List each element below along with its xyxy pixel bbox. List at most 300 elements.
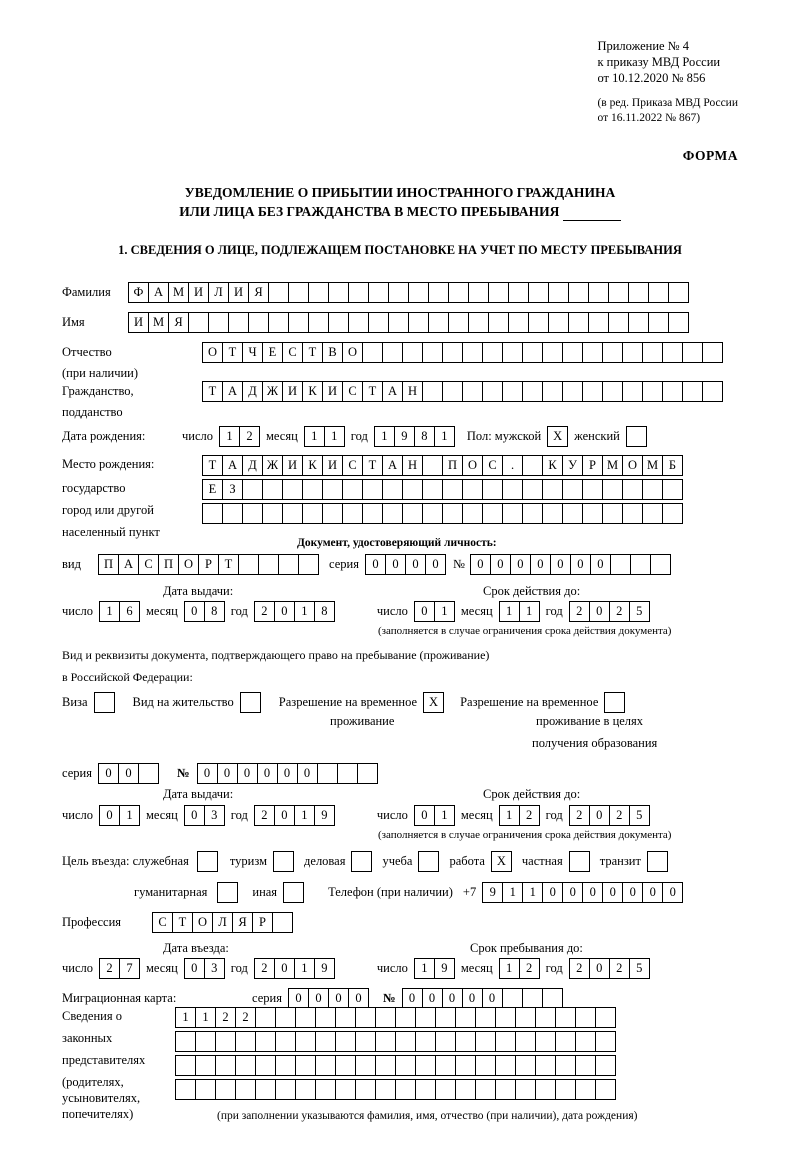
cell[interactable] xyxy=(415,1055,436,1076)
cell[interactable]: 0 xyxy=(237,763,258,784)
cell[interactable]: 0 xyxy=(414,601,435,622)
cell[interactable] xyxy=(595,1079,616,1100)
purpose-business-checkbox[interactable] xyxy=(351,851,372,872)
cell[interactable]: Т xyxy=(202,381,223,402)
cell[interactable]: Н xyxy=(402,381,423,402)
purpose-work-checkbox[interactable]: X xyxy=(491,851,512,872)
sex-female-checkbox[interactable] xyxy=(626,426,647,447)
stay-number-input[interactable] xyxy=(197,763,378,784)
cell[interactable] xyxy=(508,282,529,303)
residence-checkbox[interactable] xyxy=(240,692,261,713)
cell[interactable] xyxy=(602,503,623,524)
cell[interactable] xyxy=(435,1031,456,1052)
stay-issue-month-input[interactable] xyxy=(184,805,225,826)
cell[interactable]: 1 xyxy=(294,601,315,622)
cell[interactable]: 7 xyxy=(119,958,140,979)
cell[interactable] xyxy=(462,381,483,402)
doc-issue-day-input[interactable] xyxy=(99,601,140,622)
cell[interactable] xyxy=(422,381,443,402)
cell[interactable] xyxy=(582,503,603,524)
cell[interactable]: 1 xyxy=(294,805,315,826)
stay-valid-day-input[interactable] xyxy=(414,805,455,826)
profession-input[interactable] xyxy=(152,912,293,933)
cell[interactable] xyxy=(382,479,403,500)
doc-valid-year-input[interactable] xyxy=(569,601,650,622)
cell[interactable]: Е xyxy=(262,342,283,363)
cell[interactable] xyxy=(455,1055,476,1076)
cell[interactable] xyxy=(355,1079,376,1100)
cell[interactable]: 0 xyxy=(402,988,423,1009)
cell[interactable] xyxy=(322,479,343,500)
cell[interactable] xyxy=(515,1031,536,1052)
cell[interactable]: Я xyxy=(248,282,269,303)
cell[interactable]: 0 xyxy=(582,882,603,903)
cell[interactable] xyxy=(315,1007,336,1028)
cell[interactable] xyxy=(335,1031,356,1052)
cell[interactable] xyxy=(388,312,409,333)
cell[interactable]: 0 xyxy=(570,554,591,575)
legal-rep-line-1[interactable] xyxy=(175,1007,616,1028)
cell[interactable] xyxy=(215,1055,236,1076)
cell[interactable]: 0 xyxy=(328,988,349,1009)
cell[interactable] xyxy=(508,312,529,333)
cell[interactable] xyxy=(502,503,523,524)
cell[interactable] xyxy=(522,455,543,476)
cell[interactable] xyxy=(542,381,563,402)
cell[interactable] xyxy=(602,342,623,363)
purpose-transit-checkbox[interactable] xyxy=(647,851,668,872)
cell[interactable] xyxy=(662,381,683,402)
cell[interactable]: Р xyxy=(252,912,273,933)
cell[interactable]: 1 xyxy=(434,601,455,622)
cell[interactable]: М xyxy=(168,282,189,303)
cell[interactable] xyxy=(562,503,583,524)
cell[interactable] xyxy=(235,1055,256,1076)
cell[interactable]: П xyxy=(442,455,463,476)
cell[interactable]: Ч xyxy=(242,342,263,363)
cell[interactable] xyxy=(562,342,583,363)
cell[interactable] xyxy=(415,1079,436,1100)
cell[interactable]: 8 xyxy=(314,601,335,622)
cell[interactable] xyxy=(268,282,289,303)
cell[interactable] xyxy=(482,479,503,500)
cell[interactable] xyxy=(375,1055,396,1076)
cell[interactable]: Д xyxy=(242,455,263,476)
cell[interactable] xyxy=(322,503,343,524)
cell[interactable] xyxy=(302,503,323,524)
cell[interactable]: 0 xyxy=(470,554,491,575)
cell[interactable]: 0 xyxy=(414,805,435,826)
cell[interactable]: Я xyxy=(168,312,189,333)
cell[interactable]: 2 xyxy=(254,958,275,979)
cell[interactable] xyxy=(515,1007,536,1028)
cell[interactable] xyxy=(235,1079,256,1100)
cell[interactable] xyxy=(355,1031,376,1052)
cell[interactable] xyxy=(262,479,283,500)
stay-end-month-input[interactable] xyxy=(499,958,540,979)
cell[interactable] xyxy=(515,1055,536,1076)
cell[interactable]: 0 xyxy=(510,554,531,575)
cell[interactable] xyxy=(408,312,429,333)
cell[interactable]: 0 xyxy=(550,554,571,575)
cell[interactable]: Т xyxy=(218,554,239,575)
cell[interactable] xyxy=(238,554,259,575)
cell[interactable]: 0 xyxy=(562,882,583,903)
cell[interactable] xyxy=(368,312,389,333)
cell[interactable] xyxy=(568,312,589,333)
cell[interactable] xyxy=(542,503,563,524)
cell[interactable] xyxy=(295,1007,316,1028)
birth-month-input[interactable] xyxy=(304,426,345,447)
cell[interactable]: 0 xyxy=(589,958,610,979)
cell[interactable] xyxy=(448,282,469,303)
cell[interactable] xyxy=(235,1031,256,1052)
purpose-tourism-checkbox[interactable] xyxy=(273,851,294,872)
cell[interactable] xyxy=(542,479,563,500)
cell[interactable]: З xyxy=(222,479,243,500)
cell[interactable] xyxy=(315,1031,336,1052)
cell[interactable]: 1 xyxy=(195,1007,216,1028)
cell[interactable] xyxy=(668,312,689,333)
edu-residence-checkbox[interactable] xyxy=(604,692,625,713)
cell[interactable]: 1 xyxy=(499,805,520,826)
cell[interactable]: 2 xyxy=(519,958,540,979)
cell[interactable] xyxy=(582,479,603,500)
cell[interactable] xyxy=(662,342,683,363)
cell[interactable] xyxy=(268,312,289,333)
cell[interactable] xyxy=(555,1055,576,1076)
cell[interactable] xyxy=(588,282,609,303)
cell[interactable] xyxy=(548,312,569,333)
stay-series-input[interactable] xyxy=(98,763,159,784)
cell[interactable] xyxy=(475,1079,496,1100)
birth-year-input[interactable] xyxy=(374,426,455,447)
cell[interactable] xyxy=(402,479,423,500)
cell[interactable] xyxy=(435,1079,456,1100)
cell[interactable]: С xyxy=(152,912,173,933)
cell[interactable]: Л xyxy=(212,912,233,933)
cell[interactable]: 9 xyxy=(434,958,455,979)
cell[interactable] xyxy=(222,503,243,524)
cell[interactable]: Н xyxy=(402,455,423,476)
cell[interactable] xyxy=(475,1055,496,1076)
cell[interactable] xyxy=(275,1055,296,1076)
cell[interactable]: 0 xyxy=(308,988,329,1009)
doc-valid-month-input[interactable] xyxy=(499,601,540,622)
cell[interactable]: К xyxy=(302,381,323,402)
cell[interactable]: 0 xyxy=(589,805,610,826)
cell[interactable] xyxy=(528,282,549,303)
cell[interactable]: 1 xyxy=(434,426,455,447)
cell[interactable] xyxy=(195,1031,216,1052)
cell[interactable] xyxy=(548,282,569,303)
cell[interactable] xyxy=(315,1079,336,1100)
cell[interactable]: 0 xyxy=(462,988,483,1009)
cell[interactable]: 0 xyxy=(184,601,205,622)
cell[interactable] xyxy=(462,479,483,500)
cell[interactable]: 1 xyxy=(294,958,315,979)
purpose-study-checkbox[interactable] xyxy=(418,851,439,872)
cell[interactable]: О xyxy=(342,342,363,363)
cell[interactable] xyxy=(475,1031,496,1052)
cell[interactable]: П xyxy=(98,554,119,575)
mc-series-input[interactable] xyxy=(288,988,369,1009)
cell[interactable] xyxy=(255,1079,276,1100)
cell[interactable] xyxy=(535,1055,556,1076)
cell[interactable] xyxy=(495,1079,516,1100)
cell[interactable]: 5 xyxy=(629,601,650,622)
cell[interactable] xyxy=(608,282,629,303)
cell[interactable]: О xyxy=(178,554,199,575)
cell[interactable] xyxy=(542,342,563,363)
cell[interactable] xyxy=(642,381,663,402)
cell[interactable] xyxy=(288,312,309,333)
cell[interactable] xyxy=(588,312,609,333)
cell[interactable]: 2 xyxy=(254,805,275,826)
cell[interactable] xyxy=(602,479,623,500)
cell[interactable] xyxy=(415,1031,436,1052)
cell[interactable] xyxy=(702,381,723,402)
cell[interactable]: 0 xyxy=(642,882,663,903)
cell[interactable] xyxy=(255,1055,276,1076)
cell[interactable]: И xyxy=(282,381,303,402)
cell[interactable]: 1 xyxy=(99,601,120,622)
doc-valid-day-input[interactable] xyxy=(414,601,455,622)
purpose-other-checkbox[interactable] xyxy=(283,882,304,903)
cell[interactable]: 1 xyxy=(324,426,345,447)
cell[interactable]: К xyxy=(542,455,563,476)
cell[interactable]: Л xyxy=(208,282,229,303)
cell[interactable]: 9 xyxy=(394,426,415,447)
cell[interactable] xyxy=(502,479,523,500)
temp-residence-checkbox[interactable]: X xyxy=(423,692,444,713)
cell[interactable] xyxy=(575,1079,596,1100)
cell[interactable]: 0 xyxy=(98,763,119,784)
cell[interactable] xyxy=(278,554,299,575)
cell[interactable] xyxy=(522,503,543,524)
cell[interactable]: 0 xyxy=(274,805,295,826)
doc-series-input[interactable] xyxy=(365,554,446,575)
cell[interactable] xyxy=(295,1079,316,1100)
cell[interactable]: Т xyxy=(302,342,323,363)
cell[interactable] xyxy=(668,282,689,303)
cell[interactable]: 0 xyxy=(482,988,503,1009)
cell[interactable] xyxy=(422,342,443,363)
cell[interactable]: Т xyxy=(202,455,223,476)
doc-kind-input[interactable] xyxy=(98,554,319,575)
cell[interactable]: 1 xyxy=(374,426,395,447)
cell[interactable]: С xyxy=(342,455,363,476)
cell[interactable]: О xyxy=(192,912,213,933)
legal-rep-line-3[interactable] xyxy=(175,1055,616,1076)
cell[interactable] xyxy=(662,503,683,524)
cell[interactable]: 0 xyxy=(589,601,610,622)
cell[interactable]: О xyxy=(622,455,643,476)
cell[interactable]: 1 xyxy=(502,882,523,903)
birth-place-line-2[interactable] xyxy=(202,479,683,500)
cell[interactable] xyxy=(575,1055,596,1076)
cell[interactable]: 1 xyxy=(519,601,540,622)
cell[interactable]: 6 xyxy=(119,601,140,622)
cell[interactable] xyxy=(482,381,503,402)
cell[interactable] xyxy=(662,479,683,500)
cell[interactable] xyxy=(475,1007,496,1028)
cell[interactable]: 0 xyxy=(542,882,563,903)
cell[interactable] xyxy=(702,342,723,363)
cell[interactable] xyxy=(442,381,463,402)
cell[interactable] xyxy=(328,312,349,333)
cell[interactable] xyxy=(335,1007,356,1028)
cell[interactable] xyxy=(448,312,469,333)
cell[interactable] xyxy=(308,282,329,303)
cell[interactable] xyxy=(395,1007,416,1028)
cell[interactable]: 0 xyxy=(274,601,295,622)
cell[interactable] xyxy=(522,479,543,500)
cell[interactable] xyxy=(628,282,649,303)
surname-input[interactable] xyxy=(128,282,689,303)
cell[interactable]: 1 xyxy=(499,958,520,979)
cell[interactable] xyxy=(342,503,363,524)
cell[interactable] xyxy=(348,312,369,333)
cell[interactable] xyxy=(408,282,429,303)
cell[interactable]: 2 xyxy=(254,601,275,622)
cell[interactable] xyxy=(650,554,671,575)
stay-issue-day-input[interactable] xyxy=(99,805,140,826)
cell[interactable]: 5 xyxy=(629,805,650,826)
purpose-humanitarian-checkbox[interactable] xyxy=(217,882,238,903)
entry-year-input[interactable] xyxy=(254,958,335,979)
cell[interactable] xyxy=(535,1031,556,1052)
purpose-service-checkbox[interactable] xyxy=(197,851,218,872)
cell[interactable] xyxy=(348,282,369,303)
cell[interactable] xyxy=(495,1055,516,1076)
cell[interactable]: 8 xyxy=(204,601,225,622)
cell[interactable] xyxy=(575,1031,596,1052)
cell[interactable]: И xyxy=(228,282,249,303)
cell[interactable]: И xyxy=(322,455,343,476)
sex-male-checkbox[interactable]: X xyxy=(547,426,568,447)
cell[interactable] xyxy=(357,763,378,784)
cell[interactable]: 2 xyxy=(609,958,630,979)
cell[interactable]: 3 xyxy=(204,958,225,979)
cell[interactable] xyxy=(502,381,523,402)
cell[interactable]: 0 xyxy=(217,763,238,784)
patronymic-input[interactable] xyxy=(202,342,723,363)
cell[interactable]: 0 xyxy=(622,882,643,903)
cell[interactable]: П xyxy=(158,554,179,575)
cell[interactable]: А xyxy=(382,455,403,476)
cell[interactable] xyxy=(528,312,549,333)
stay-end-year-input[interactable] xyxy=(569,958,650,979)
cell[interactable] xyxy=(482,503,503,524)
cell[interactable]: . xyxy=(502,455,523,476)
cell[interactable]: В xyxy=(322,342,343,363)
phone-input[interactable] xyxy=(482,882,683,903)
cell[interactable] xyxy=(282,503,303,524)
citizenship-input[interactable] xyxy=(202,381,723,402)
cell[interactable] xyxy=(355,1007,376,1028)
cell[interactable]: 0 xyxy=(365,554,386,575)
cell[interactable] xyxy=(522,988,543,1009)
cell[interactable]: 0 xyxy=(184,958,205,979)
cell[interactable]: 2 xyxy=(609,601,630,622)
cell[interactable]: И xyxy=(128,312,149,333)
cell[interactable]: 9 xyxy=(314,805,335,826)
cell[interactable]: С xyxy=(342,381,363,402)
stay-valid-month-input[interactable] xyxy=(499,805,540,826)
cell[interactable]: И xyxy=(282,455,303,476)
entry-day-input[interactable] xyxy=(99,958,140,979)
cell[interactable]: 0 xyxy=(442,988,463,1009)
cell[interactable] xyxy=(248,312,269,333)
name-input[interactable] xyxy=(128,312,689,333)
cell[interactable] xyxy=(368,282,389,303)
cell[interactable]: 0 xyxy=(530,554,551,575)
cell[interactable] xyxy=(337,763,358,784)
cell[interactable] xyxy=(215,1031,236,1052)
cell[interactable] xyxy=(455,1007,476,1028)
cell[interactable]: Р xyxy=(198,554,219,575)
cell[interactable]: 5 xyxy=(629,958,650,979)
cell[interactable] xyxy=(362,503,383,524)
cell[interactable] xyxy=(582,381,603,402)
cell[interactable] xyxy=(362,342,383,363)
cell[interactable] xyxy=(335,1055,356,1076)
cell[interactable] xyxy=(642,342,663,363)
cell[interactable]: Я xyxy=(232,912,253,933)
cell[interactable]: Р xyxy=(582,455,603,476)
cell[interactable] xyxy=(295,1031,316,1052)
cell[interactable] xyxy=(282,479,303,500)
cell[interactable] xyxy=(375,1007,396,1028)
cell[interactable]: 0 xyxy=(385,554,406,575)
cell[interactable] xyxy=(315,1055,336,1076)
cell[interactable] xyxy=(595,1031,616,1052)
cell[interactable]: М xyxy=(642,455,663,476)
cell[interactable]: 1 xyxy=(434,805,455,826)
legal-rep-line-2[interactable] xyxy=(175,1031,616,1052)
cell[interactable] xyxy=(535,1007,556,1028)
cell[interactable]: 0 xyxy=(288,988,309,1009)
cell[interactable] xyxy=(298,554,319,575)
cell[interactable]: 0 xyxy=(590,554,611,575)
cell[interactable] xyxy=(375,1079,396,1100)
cell[interactable] xyxy=(622,342,643,363)
cell[interactable] xyxy=(455,1031,476,1052)
cell[interactable]: 0 xyxy=(257,763,278,784)
cell[interactable] xyxy=(295,1055,316,1076)
cell[interactable] xyxy=(602,381,623,402)
cell[interactable] xyxy=(468,312,489,333)
cell[interactable]: У xyxy=(562,455,583,476)
cell[interactable] xyxy=(555,1007,576,1028)
cell[interactable]: Ф xyxy=(128,282,149,303)
cell[interactable]: 2 xyxy=(235,1007,256,1028)
cell[interactable]: 1 xyxy=(219,426,240,447)
cell[interactable]: 0 xyxy=(425,554,446,575)
cell[interactable] xyxy=(555,1031,576,1052)
cell[interactable]: И xyxy=(322,381,343,402)
doc-issue-month-input[interactable] xyxy=(184,601,225,622)
cell[interactable]: 2 xyxy=(239,426,260,447)
cell[interactable] xyxy=(468,282,489,303)
cell[interactable]: 2 xyxy=(569,601,590,622)
birth-day-input[interactable] xyxy=(219,426,260,447)
cell[interactable] xyxy=(195,1055,216,1076)
cell[interactable] xyxy=(255,1007,276,1028)
cell[interactable]: Б xyxy=(662,455,683,476)
cell[interactable] xyxy=(388,282,409,303)
